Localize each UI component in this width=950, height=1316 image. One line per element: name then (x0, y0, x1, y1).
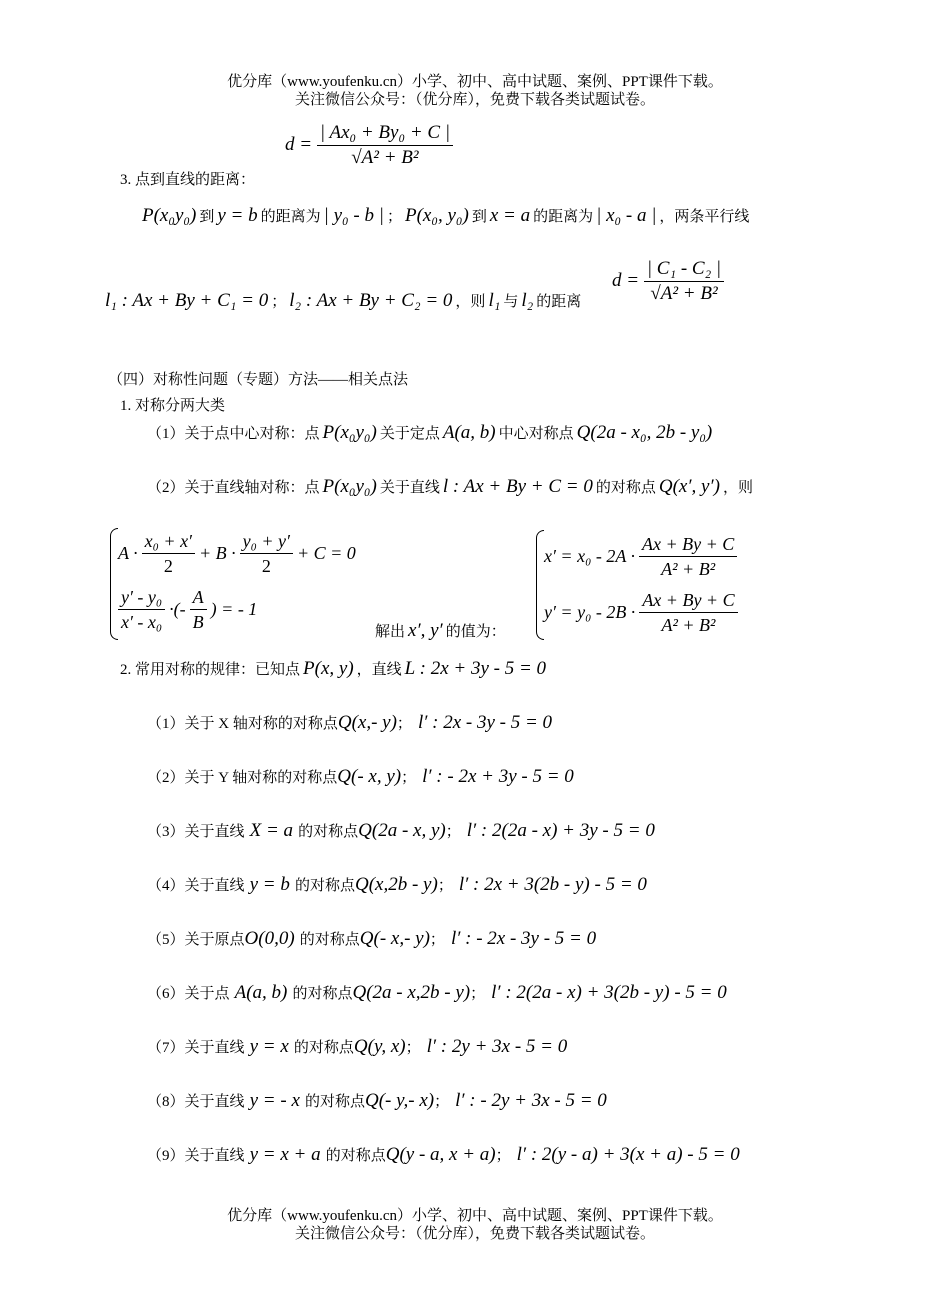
rule-point: Q(2a - x, y) (358, 820, 446, 841)
rule-line: l′ : 2x + 3(2b - y) - 5 = 0 (458, 874, 647, 895)
text: ； (271, 294, 287, 310)
parallel-distance-formula (612, 258, 724, 305)
fraction-denominator: √A² + B² (351, 147, 419, 168)
section-3-title: 3. 点到直线的距离： (120, 172, 256, 188)
rule-point: Q(- x,- y) (359, 928, 430, 949)
fraction-numerator: Ax + By + C (639, 533, 737, 557)
axial-symmetry-row (147, 476, 753, 498)
rule-label2: 的对称点 (294, 878, 355, 894)
rule-point: Q(- y,- x) (364, 1090, 435, 1111)
formula-d: d = (612, 269, 640, 291)
math-line-L: L : 2x + 3y - 5 = 0 (404, 658, 547, 679)
math-l1-short: l₁ (488, 290, 501, 311)
fraction (240, 530, 293, 577)
rule-sep: ； (396, 716, 412, 732)
math-q: Q(2a - x₀, 2b - y₀) (576, 422, 713, 443)
rule-row-6 (147, 982, 727, 1004)
rule-row-9 (147, 1144, 740, 1166)
math-line-l: l : Ax + By + C = 0 (442, 476, 593, 497)
distance-fraction (317, 122, 453, 169)
rule-cond: y = x + a (249, 1144, 321, 1165)
fraction-denominator: √A² + B² (650, 283, 718, 304)
rule-sep: ； (445, 824, 461, 840)
math-q: Q(x′, y′) (658, 476, 720, 497)
text: ，两条平行线 (659, 209, 750, 225)
text: 的距离 (536, 294, 582, 310)
parallel-lines-row (105, 290, 581, 312)
text: 的距离为 (260, 209, 321, 225)
rule-line: l′ : - 2x - 3y - 5 = 0 (450, 928, 597, 949)
rule-row-7 (147, 1036, 567, 1058)
math-p2: P(x₀, y₀) (404, 205, 469, 226)
text: 与 (503, 294, 519, 310)
text: （1）关于点中心对称：点 (147, 426, 320, 442)
math-p: P(x₀y₀) (322, 422, 377, 443)
right-system-brace (536, 530, 544, 640)
rule-label: （3）关于直线 (147, 824, 245, 840)
fraction (142, 530, 195, 577)
math-y-eq-b: y = b (217, 205, 258, 226)
term: y′ = y₀ - 2B · (544, 602, 636, 622)
text: 2. 常用对称的规律：已知点 (120, 662, 301, 678)
point-line-distance-row (142, 205, 749, 227)
math-p: P(x₀y₀) (322, 476, 377, 497)
page-footer-line1: 优分库（www.youfenku.cn）小学、初中、高中试题、案例、PPT课件下载。 (227, 1208, 723, 1224)
rule-cond: y = - x (249, 1090, 300, 1111)
fraction-denominator: x′ - x₀ (121, 612, 163, 632)
term: + C = 0 (296, 543, 356, 563)
term: + B · (199, 543, 236, 563)
rule-line: l′ : 2(2a - x) + 3(2b - y) - 5 = 0 (491, 982, 727, 1003)
subsection-1-title: 1. 对称分两大类 (120, 398, 226, 414)
math-p: P(x₀y₀) (142, 205, 197, 226)
rule-row-8 (147, 1090, 607, 1112)
text: ，则 (455, 294, 486, 310)
rule-row-3 (147, 820, 655, 842)
page-header-line1: 优分库（www.youfenku.cn）小学、初中、高中试题、案例、PPT课件下载。 (227, 74, 723, 90)
rule-point: Q(- x, y) (337, 766, 402, 787)
text: 到 (471, 209, 487, 225)
fraction-numerator: y′ - y₀ (118, 586, 165, 610)
text: （2）关于直线轴对称：点 (147, 480, 320, 496)
rule-label: （1）关于 X 轴对称的对称点 (147, 716, 338, 732)
rule-point: Q(x,- y) (337, 712, 397, 733)
central-symmetry-row (147, 422, 712, 444)
rule-label2: 的对称点 (304, 1094, 365, 1110)
text: 关于定点 (379, 426, 440, 442)
math-a: A(a, b) (442, 422, 496, 443)
math-l2-short: l₂ (521, 290, 534, 311)
text: ； (386, 209, 402, 225)
text: ，则 (722, 480, 753, 496)
math-l2: l₂ : Ax + By + C₂ = 0 (289, 290, 453, 311)
rule-row-4 (147, 874, 647, 896)
rule-label2: 的对称点 (293, 1040, 354, 1056)
term: ·(- (169, 599, 186, 619)
fraction-numerator: | C₁ - C₂ | (644, 258, 724, 282)
math-x-eq-a: x = a (489, 205, 531, 226)
text: 的值为： (445, 624, 506, 640)
rule-cond: X = a (249, 820, 294, 841)
rule-sep: ； (437, 878, 453, 894)
fraction-denominator: A² + B² (661, 615, 716, 635)
page-footer-line2: 关注微信公众号：（优分库），免费下载各类试题试卷。 (294, 1226, 655, 1242)
fraction-denominator: 2 (163, 556, 173, 576)
term: x′ = x₀ - 2A · (544, 546, 635, 566)
rule-label: （9）关于直线 (147, 1148, 245, 1164)
rule-row-2 (147, 766, 574, 788)
fraction-denominator: A² + B² (661, 559, 716, 579)
formula-d: d = (285, 133, 313, 155)
rule-sep: ； (401, 770, 417, 786)
rule-label2: 的对称点 (325, 1148, 386, 1164)
rule-cond: O(0,0) (244, 928, 295, 949)
math-abs2: | x₀ - a | (596, 205, 657, 226)
rule-label: （8）关于直线 (147, 1094, 245, 1110)
system1-eq2 (118, 586, 257, 633)
rule-label: （2）关于 Y 轴对称的对称点 (147, 770, 338, 786)
math-xy-prime: x′, y′ (408, 620, 443, 641)
rule-label: （7）关于直线 (147, 1040, 245, 1056)
rule-cond: A(a, b) (234, 982, 288, 1003)
rule-line: l′ : 2(2a - x) + 3y - 5 = 0 (466, 820, 655, 841)
rules-intro-row (120, 658, 546, 680)
rule-line: l′ : 2(y - a) + 3(x + a) - 5 = 0 (516, 1144, 740, 1165)
fraction-denominator: B (192, 612, 204, 632)
rule-label: （6）关于点 (147, 986, 230, 1002)
fraction-numerator: x₀ + x′ (142, 530, 195, 554)
rule-point: Q(y, x) (353, 1036, 406, 1057)
distance-formula (285, 122, 453, 169)
rule-row-1 (147, 712, 552, 734)
rule-point: Q(2a - x,2b - y) (352, 982, 471, 1003)
rule-cond: y = b (249, 874, 290, 895)
page-header-line2: 关注微信公众号：（优分库），免费下载各类试题试卷。 (294, 92, 655, 108)
term: ) = - 1 (210, 599, 258, 619)
rule-point: Q(x,2b - y) (354, 874, 438, 895)
fraction-numerator: y₀ + y′ (240, 530, 293, 554)
system1-eq1 (118, 530, 356, 577)
text: 关于直线 (379, 480, 440, 496)
rule-sep: ； (470, 986, 486, 1002)
parallel-fraction (644, 258, 724, 305)
fraction-numerator: | Ax₀ + By₀ + C | (317, 122, 453, 146)
fraction (639, 533, 737, 580)
rule-cond: y = x (249, 1036, 289, 1057)
rule-label2: 的对称点 (298, 824, 359, 840)
text: ，直线 (356, 662, 402, 678)
text: 中心对称点 (498, 426, 574, 442)
rule-label: （5）关于原点 (147, 932, 245, 948)
math-abs: | y₀ - b | (323, 205, 384, 226)
fraction-denominator: 2 (261, 556, 271, 576)
text: 的对称点 (595, 480, 656, 496)
section-4-title: （四）对称性问题（专题）方法——相关点法 (108, 372, 409, 388)
solve-row (375, 620, 506, 642)
left-brace (110, 528, 118, 640)
text: 解出 (375, 624, 406, 640)
rule-line: l′ : 2x - 3y - 5 = 0 (417, 712, 553, 733)
fraction (639, 589, 737, 636)
rule-sep: ； (495, 1148, 511, 1164)
rule-row-5 (147, 928, 596, 950)
math-l1: l₁ : Ax + By + C₁ = 0 (105, 290, 269, 311)
text: 的距离为 (533, 209, 594, 225)
rule-sep: ； (429, 932, 445, 948)
fraction-numerator: Ax + By + C (639, 589, 737, 613)
fraction-numerator: A (190, 586, 207, 610)
fraction (118, 586, 165, 633)
rule-sep: ； (434, 1094, 450, 1110)
rule-sep: ； (405, 1040, 421, 1056)
fraction (190, 586, 207, 633)
rule-line: l′ : 2y + 3x - 5 = 0 (426, 1036, 568, 1057)
term: A · (118, 543, 138, 563)
math-p: P(x, y) (303, 658, 354, 679)
rule-label2: 的对称点 (299, 932, 360, 948)
text: 到 (199, 209, 215, 225)
system2-eq1 (544, 533, 737, 580)
rule-point: Q(y - a, x + a) (385, 1144, 496, 1165)
rule-label2: 的对称点 (292, 986, 353, 1002)
rule-line: l′ : - 2x + 3y - 5 = 0 (422, 766, 574, 787)
rule-label: （4）关于直线 (147, 878, 245, 894)
rule-line: l′ : - 2y + 3x - 5 = 0 (455, 1090, 607, 1111)
system2-eq2 (544, 589, 738, 636)
